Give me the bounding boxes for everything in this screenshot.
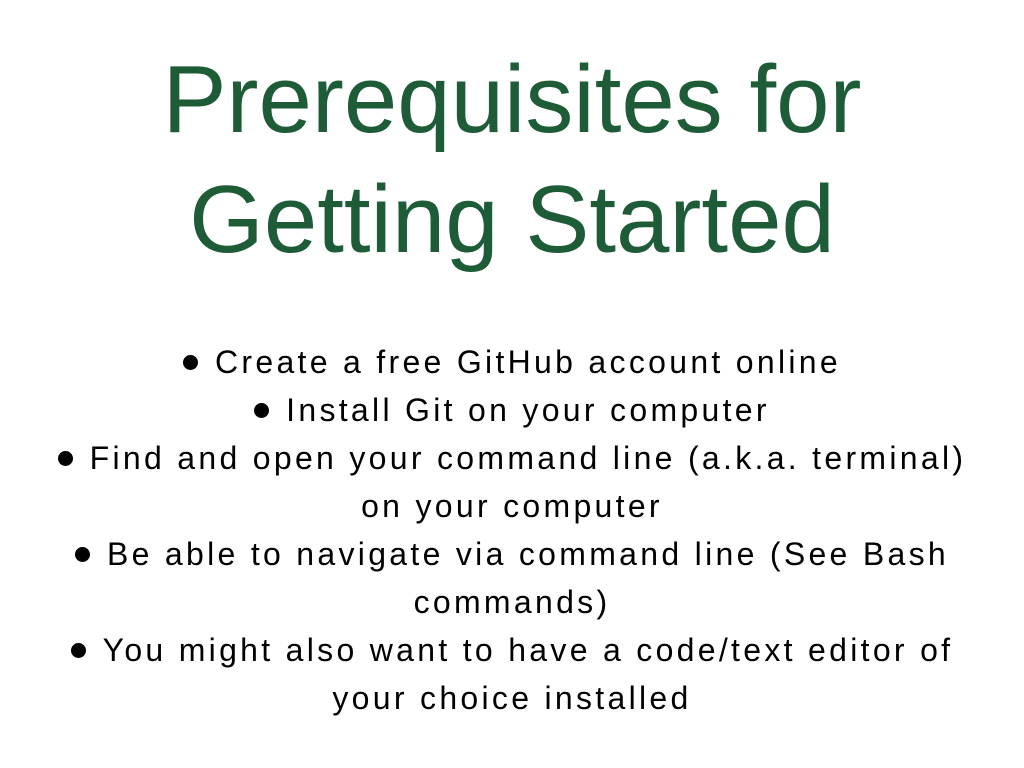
title-line-1: Prerequisites for (162, 46, 862, 153)
bullet-text: Install Git on your computer (286, 392, 770, 428)
bullet-text: You might also want to have a code/text editor of your choice installed (102, 632, 954, 716)
bullet-icon (71, 643, 86, 658)
list-item (47, 530, 977, 626)
list-item (47, 626, 977, 722)
bullet-icon (183, 355, 198, 370)
bullet-text: Be able to navigate via command line (See Bash commands) (107, 536, 949, 620)
bullet-icon (254, 403, 269, 418)
bullet-text: Find and open your command line (a.k.a. terminal) on your computer (89, 440, 967, 524)
list-item (47, 338, 977, 386)
bullet-icon (58, 451, 73, 466)
title-line-2: Getting Started (189, 166, 835, 273)
list-item (47, 434, 977, 530)
bullet-icon (75, 547, 90, 562)
bullet-text: Create a free GitHub account online (214, 344, 841, 380)
bullet-list (47, 338, 977, 722)
page-title (0, 40, 1024, 280)
list-item (47, 386, 977, 434)
